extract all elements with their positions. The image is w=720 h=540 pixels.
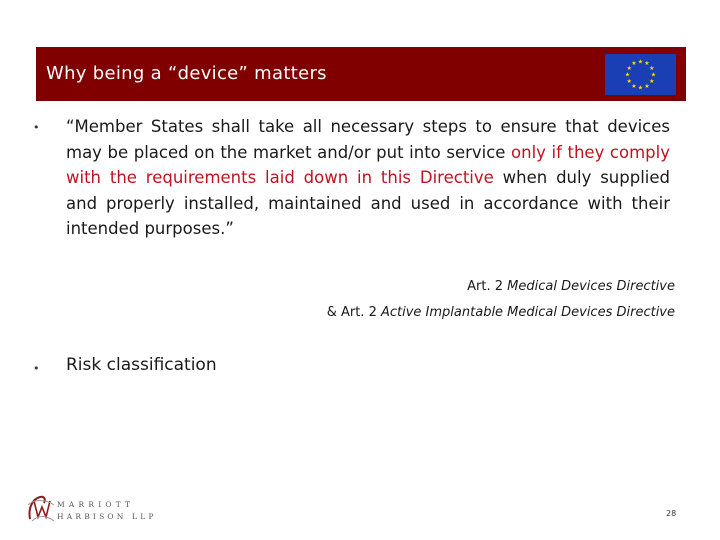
marriott-harbison-logo [24,487,164,527]
eu-star-icon: ★ [637,58,644,66]
eu-star-icon: ★ [649,78,655,85]
citation-aimdd [327,305,675,320]
bullet-marker: • [33,362,40,375]
citation-mdd [467,279,675,294]
eu-star-icon: ★ [631,60,637,68]
eu-star-icon: ★ [637,84,644,92]
eu-star-icon: ★ [649,65,655,72]
eu-star-icon: ★ [644,60,650,68]
citation-aimdd-title: Active Implantable Medical Devices Directive [380,305,675,320]
directive-quote [66,114,670,242]
risk-classification-item: Risk classification [66,355,217,375]
logo-text-line1: MARRIOTT [57,500,135,509]
eu-star-icon: ★ [650,71,657,79]
citation-aimdd-prefix: & Art. 2 [326,305,381,320]
eu-star-icon: ★ [626,78,632,85]
eu-flag-icon [605,54,676,95]
citation-mdd-title: Medical Devices Directive [507,279,675,294]
eu-star-icon: ★ [624,71,631,79]
eu-star-icon: ★ [631,82,637,90]
quote-text-end: when duly supplied and properly installed, maintained and used in accordance with their intended purposes.” [66,168,670,239]
eu-star-icon: ★ [626,65,632,72]
eu-star-icon: ★ [644,82,650,90]
quote-highlight: only if they comply with the requirements laid down in this Directive [66,142,670,188]
page-number: 28 [666,509,677,518]
quote-text-start: “Member States shall take all necessary steps to ensure that devices may be placed on the market and/or put into service [66,117,670,162]
title-bar [36,47,686,101]
bullet-marker: • [33,121,40,134]
logo-text-line2: HARBISON LLP [57,512,157,521]
slide-title: Why being a “device” matters [46,63,327,84]
citation-mdd-prefix: Art. 2 [467,279,508,294]
